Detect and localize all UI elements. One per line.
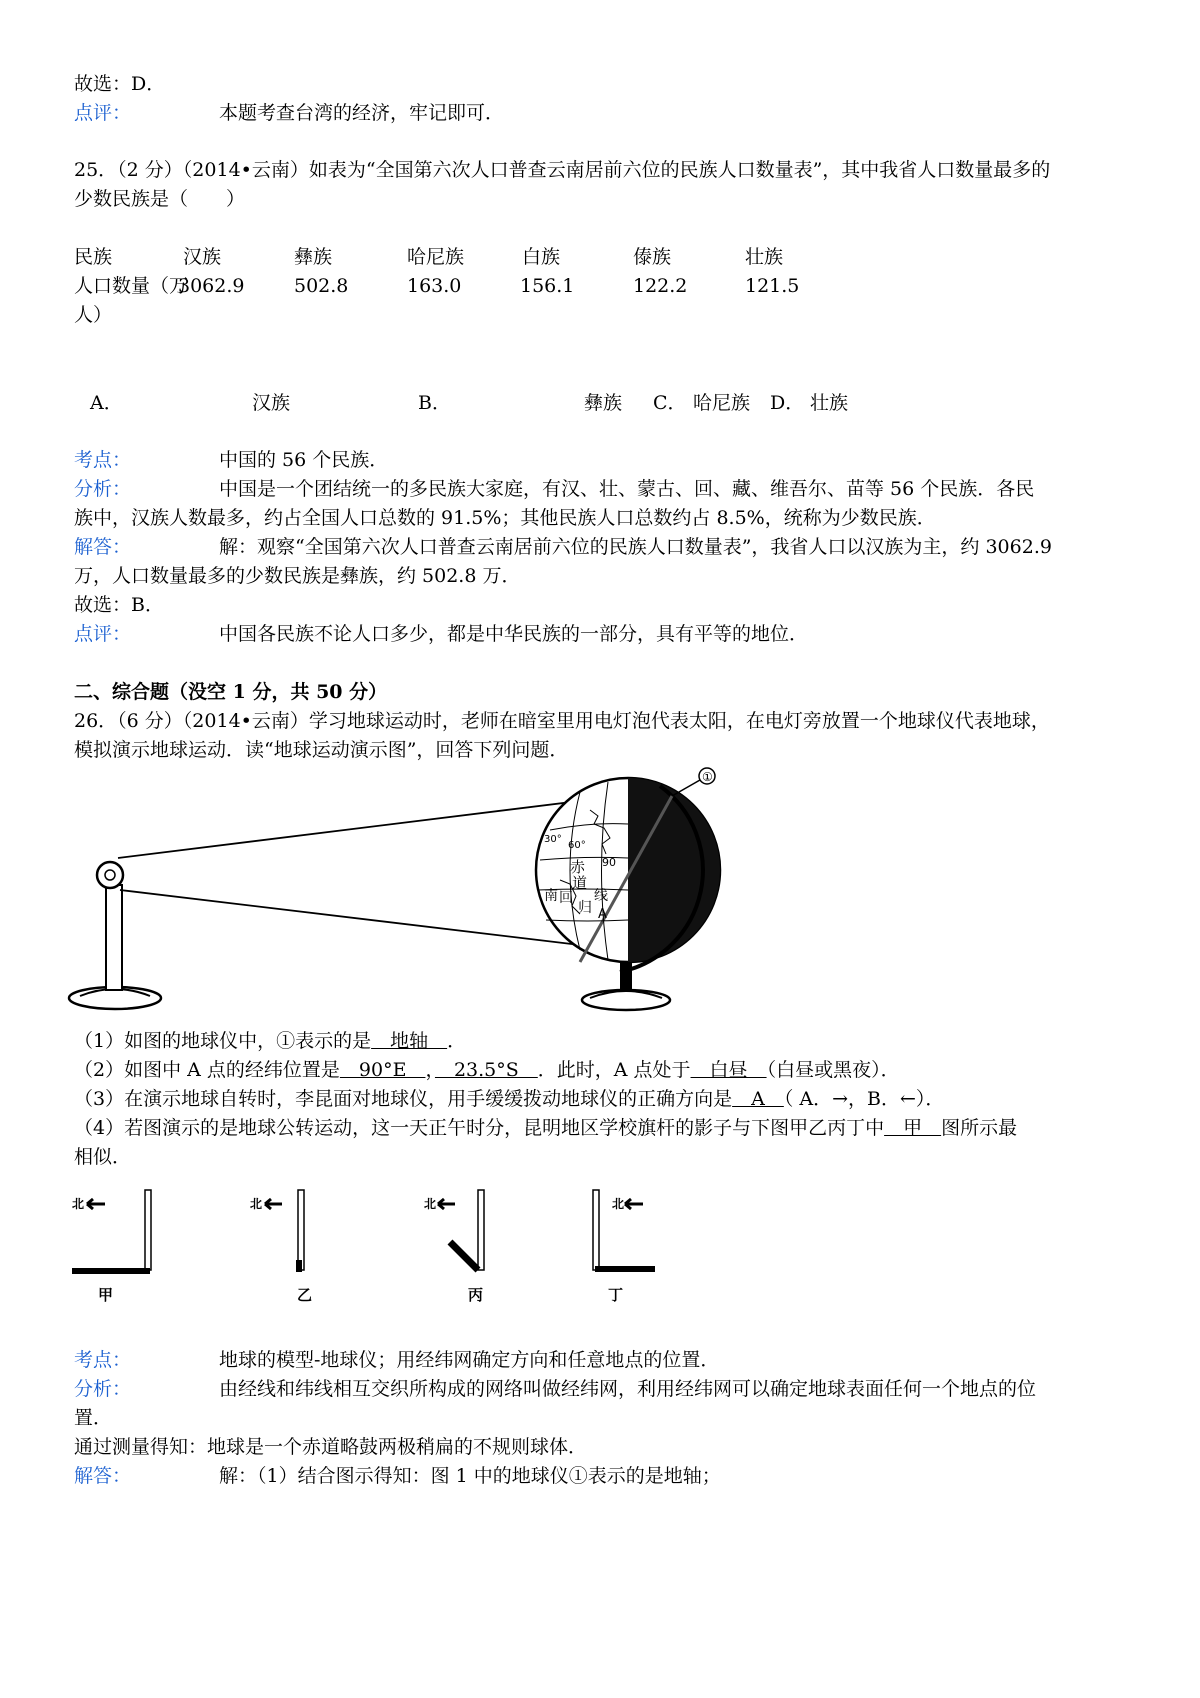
- kaodian-label: 考点：: [74, 1349, 132, 1371]
- comment-line: [74, 101, 504, 125]
- north-arrow-icon: [87, 1199, 105, 1209]
- answer-line: 故选：B．: [74, 594, 164, 616]
- sub2-text-mid: ．此时，A 点处于: [537, 1059, 691, 1081]
- flagpole: [145, 1190, 151, 1270]
- figure-yi: [250, 1190, 312, 1304]
- table-cell: 156.1: [520, 275, 575, 297]
- north-label: 北: [72, 1197, 85, 1211]
- jieda-line1: [74, 535, 1052, 559]
- section-title: 二、综合题（没空 1 分，共 50 分）: [74, 681, 388, 703]
- bulb-icon: [97, 862, 123, 888]
- label-point-a: A: [598, 907, 607, 922]
- globe-stand-base: [582, 990, 670, 1010]
- sub4-end: 图所示最: [941, 1117, 1018, 1139]
- figure-label: 乙: [297, 1286, 313, 1304]
- figure-bing: [424, 1190, 484, 1304]
- table-header: 傣族: [633, 246, 672, 268]
- table-header: 汉族: [183, 246, 222, 268]
- jieda-text: 解：（1）结合图示得知：图 1 中的地球仪①表示的是地轴；: [219, 1465, 721, 1487]
- sub4-answer: 甲: [884, 1117, 942, 1139]
- fenxi-text: 中国是一个团结统一的多民族大家庭，有汉、壮、蒙古、回、藏、维吾尔、苗等 56 个民族．各民: [219, 478, 1035, 500]
- label-xian: 线: [594, 888, 608, 904]
- q25-stem-line2: 少数民族是（ ）: [74, 188, 246, 210]
- sub3-answer: A: [732, 1088, 784, 1110]
- option-c-letter: C．: [653, 392, 687, 414]
- jieda-line2: 万，人口数量最多的少数民族是彝族，约 502.8 万．: [74, 565, 521, 587]
- figure-ding: [593, 1190, 655, 1304]
- flagpole: [298, 1190, 304, 1270]
- q26-sub3: [74, 1087, 944, 1111]
- north-arrow-icon: [438, 1199, 455, 1209]
- q25-stem-line1: 25．（2 分）（2014•云南）如表为“全国第六次人口普查云南居前六位的民族人口数量表”，其中我省人口数量最多的: [74, 159, 1051, 181]
- sub2-answer-lat: 23.5°S: [434, 1059, 538, 1081]
- sub4-text: （4）若图演示的是地球公转运动，这一天正午时分，昆明地区学校旗杆的影子与下图甲乙丙丁中: [74, 1117, 885, 1139]
- kaodian-line: [74, 448, 388, 472]
- jieda-line1: [74, 1464, 721, 1488]
- option-a-letter: A．: [90, 392, 123, 414]
- row-label: 人口数量（万: [74, 275, 189, 297]
- comment-text: 本题考查台湾的经济，牢记即可．: [219, 102, 505, 124]
- table-header: 白族: [522, 246, 561, 268]
- figure-label: 丙: [468, 1286, 484, 1304]
- north-label: 北: [250, 1197, 263, 1211]
- option-b-letter: B．: [418, 392, 451, 414]
- table-cell: 122.2: [633, 275, 688, 297]
- sub1-answer: 地轴: [371, 1030, 448, 1052]
- north-label: 北: [424, 1197, 437, 1211]
- label-nan: 南: [544, 888, 558, 904]
- comment-label: 点评：: [74, 623, 132, 645]
- comment-label: 点评：: [74, 102, 132, 124]
- callout-label-1: ①: [702, 770, 713, 784]
- label-hui: 回: [559, 890, 573, 906]
- table-cell: 502.8: [294, 275, 349, 297]
- kaodian-label: 考点：: [74, 449, 132, 471]
- globe-stand-post: [620, 960, 632, 990]
- option-d-text: 壮族: [810, 392, 849, 414]
- row-label-cont: 人）: [74, 304, 113, 326]
- sub3-end: （ A．→，B．←）．: [783, 1088, 945, 1110]
- label-chi: 赤: [570, 858, 586, 876]
- flagpole: [478, 1190, 484, 1270]
- sub2-text: （2）如图中 A 点的经纬位置是: [74, 1059, 340, 1081]
- kaodian-text: 地球的模型-地球仪；用经纬网确定方向和任意地点的位置．: [219, 1349, 720, 1371]
- q26-sub4: [74, 1116, 1017, 1140]
- label-dao: 道: [572, 874, 588, 892]
- figure-jia: [72, 1190, 151, 1304]
- kaodian-line: [74, 1348, 719, 1372]
- shadow: [72, 1268, 150, 1274]
- sub2-end: （白昼或黑夜）．: [766, 1059, 900, 1081]
- shadow: [450, 1242, 478, 1270]
- q26-sub4-line2: 相似．: [74, 1146, 132, 1168]
- shadow: [296, 1260, 302, 1272]
- fenxi-label: 分析：: [74, 1378, 132, 1400]
- label-60: 60°: [568, 840, 586, 851]
- table-header: 哈尼族: [407, 246, 465, 268]
- fenxi-text: 由经线和纬线相互交织所构成的网络叫做经纬网，利用经纬网可以确定地球表面任何一个地点的位: [219, 1378, 1037, 1400]
- flagpole-figures: [60, 1180, 700, 1310]
- q26-sub1: [74, 1029, 466, 1053]
- option-c-text: 哈尼族: [693, 392, 751, 414]
- table-cell: 3062.9: [178, 275, 245, 297]
- fenxi-line1: [74, 477, 1034, 501]
- earth-demo-figure: [60, 760, 970, 1030]
- jieda-text: 解：观察“全国第六次人口普查云南居前六位的民族人口数量表”，我省人口以汉族为主，约 3062.9: [219, 536, 1052, 558]
- lamp-pole: [106, 885, 122, 990]
- table-header: 民族: [74, 246, 113, 268]
- kaodian-text: 中国的 56 个民族．: [219, 449, 389, 471]
- sub3-text: （3）在演示地球自转时，李昆面对地球仪，用手缓缓拨动地球仪的正确方向是: [74, 1088, 733, 1110]
- comment-text: 中国各民族不论人口多少，都是中华民族的一部分，具有平等的地位．: [219, 623, 809, 645]
- option-a-text: 汉族: [252, 392, 291, 414]
- table-cell: 121.5: [745, 275, 800, 297]
- figure-label: 丁: [608, 1286, 624, 1304]
- fenxi-line2: 族中，汉族人数最多，约占全国人口总数的 91.5%；其他民族人口总数约占 8.5%，统称为少数民族．: [74, 507, 936, 529]
- q26-stem-line2: 模拟演示地球运动．读“地球运动演示图”，回答下列问题．: [74, 739, 569, 761]
- answer-line: 故选：D．: [74, 73, 166, 95]
- option-d-letter: D．: [770, 392, 805, 414]
- sub2-answer-lon: 90°E: [339, 1059, 426, 1081]
- sub2-answer-day: 白昼: [690, 1059, 767, 1081]
- sub2-sep: ，: [425, 1059, 435, 1081]
- q26-stem-line1: 26．（6 分）（2014•云南）学习地球运动时，老师在暗室里用电灯泡代表太阳，在电灯旁放置一个地球仪代表地球，: [74, 710, 1050, 732]
- north-label: 北: [612, 1197, 625, 1211]
- table-header: 壮族: [745, 246, 784, 268]
- fenxi-line1: [74, 1377, 1036, 1401]
- north-arrow-icon: [625, 1199, 643, 1209]
- table-cell: 163.0: [407, 275, 462, 297]
- flagpole: [593, 1190, 599, 1270]
- globe-night-side: [628, 778, 720, 962]
- jieda-label: 解答：: [74, 1465, 132, 1487]
- label-30: 30°: [544, 834, 562, 845]
- fenxi-label: 分析：: [74, 478, 132, 500]
- fenxi-line3: 通过测量得知：地球是一个赤道略鼓两极稍扁的不规则球体．: [74, 1436, 588, 1458]
- sub1-end: ．: [447, 1030, 467, 1052]
- label-90: 90: [602, 856, 616, 869]
- fenxi-line2: 置．: [74, 1407, 113, 1429]
- sub1-text: （1）如图的地球仪中，①表示的是: [74, 1030, 372, 1052]
- table-header: 彝族: [294, 246, 333, 268]
- shadow: [595, 1266, 655, 1272]
- comment-line: [74, 622, 808, 646]
- figure-label: 甲: [98, 1286, 114, 1304]
- q26-sub2: [74, 1058, 900, 1082]
- jieda-label: 解答：: [74, 536, 132, 558]
- north-arrow-icon: [265, 1199, 282, 1209]
- label-gui: 归: [578, 900, 592, 916]
- option-b-text: 彝族: [584, 392, 623, 414]
- light-ray-bottom: [120, 890, 605, 948]
